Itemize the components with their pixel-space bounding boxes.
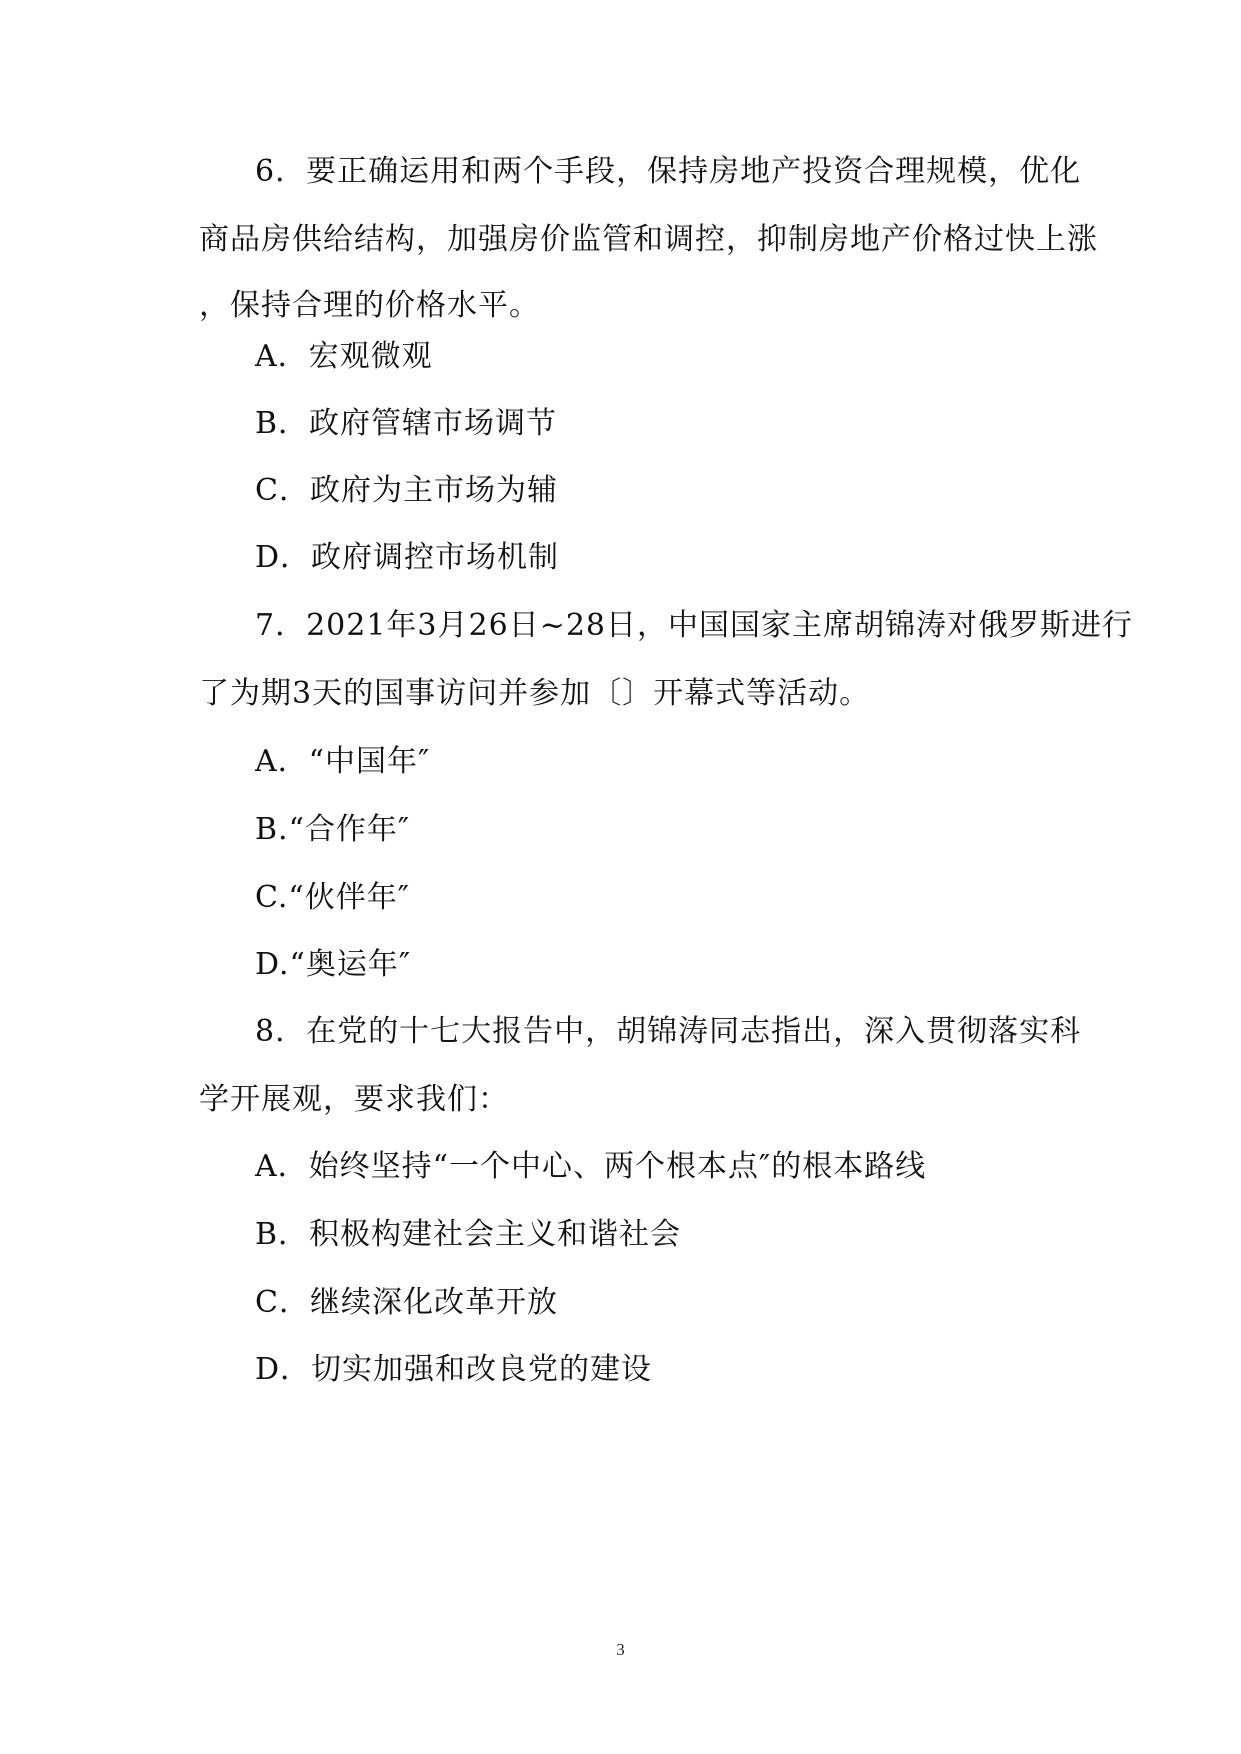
question-7-line-1: 7．2021年3月26日~28日，中国国家主席胡锦涛对俄罗斯进行 <box>255 608 1134 643</box>
question-8-option-d: D．切实加强和改良党的建设 <box>255 1352 653 1387</box>
question-6-line-3: ，保持合理的价格水平。 <box>199 288 540 323</box>
question-6-option-b: B．政府管辖市场调节 <box>255 406 558 441</box>
question-8-option-c: C．继续深化改革开放 <box>255 1285 558 1320</box>
question-6-option-c: C．政府为主市场为辅 <box>255 473 558 508</box>
question-6-option-a: A．宏观微观 <box>255 339 433 374</box>
question-8-line-2: 学开展观，要求我们： <box>199 1082 509 1117</box>
question-8-option-b: B．积极构建社会主义和谐社会 <box>255 1217 682 1252</box>
question-6-line-1: 6．要正确运用和两个手段，保持房地产投资合理规模，优化 <box>255 154 1082 189</box>
question-8-option-a: A．始终坚持“一个中心、两个根本点″的根本路线 <box>255 1149 927 1184</box>
question-7-line-2: 了为期3天的国事访问并参加〔〕开幕式等活动。 <box>199 676 871 711</box>
question-7-option-b: B.“合作年″ <box>255 812 411 847</box>
page-number: 3 <box>616 1640 625 1659</box>
question-7-option-c: C.“伙伴年″ <box>255 880 410 915</box>
question-7-option-d: D.“奥运年″ <box>255 947 412 982</box>
question-6-line-2: 商品房供给结构，加强房价监管和调控，抑制房地产价格过快上涨 <box>199 222 1098 257</box>
question-6-option-d: D．政府调控市场机制 <box>255 540 560 575</box>
question-8-line-1: 8．在党的十七大报告中，胡锦涛同志指出，深入贯彻落实科 <box>255 1014 1082 1049</box>
question-7-option-a: A．“中国年″ <box>255 744 431 779</box>
